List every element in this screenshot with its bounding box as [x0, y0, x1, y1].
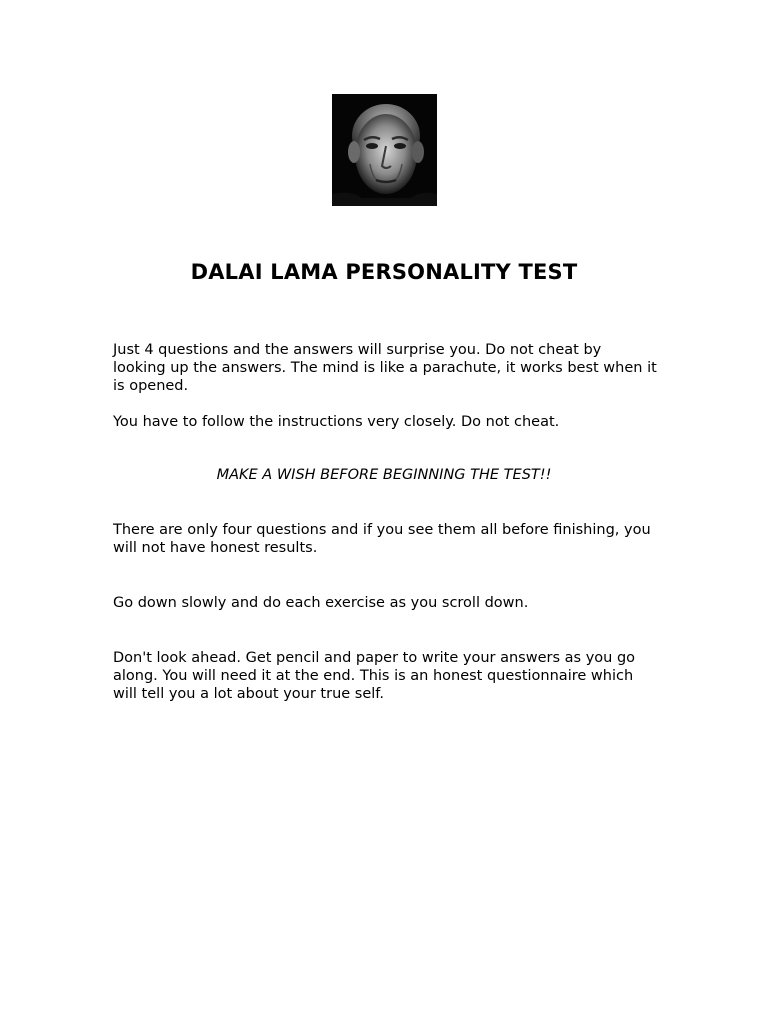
questions-note-paragraph: There are only four questions and if you see them all before finishing, you will not have honest results. — [113, 522, 651, 556]
pencil-paper-paragraph: Don't look ahead. Get pencil and paper to write your answers as you go along. You will need it at the end. This is an honest questionnaire which will tell you a lot about your true self. — [113, 650, 636, 702]
document-title: DALAI LAMA PERSONALITY TEST — [190, 260, 578, 284]
dalai-lama-portrait — [332, 94, 437, 206]
scroll-instruction-paragraph: Go down slowly and do each exercise as you scroll down. — [113, 595, 529, 611]
wish-instruction: MAKE A WISH BEFORE BEGINNING THE TEST!! — [216, 467, 552, 483]
instructions-paragraph: You have to follow the instructions very closely. Do not cheat. — [113, 414, 560, 430]
intro-paragraph: Just 4 questions and the answers will surprise you. Do not cheat by looking up the answers. The mind is like a parachute, it works best when it is opened. — [113, 342, 657, 394]
